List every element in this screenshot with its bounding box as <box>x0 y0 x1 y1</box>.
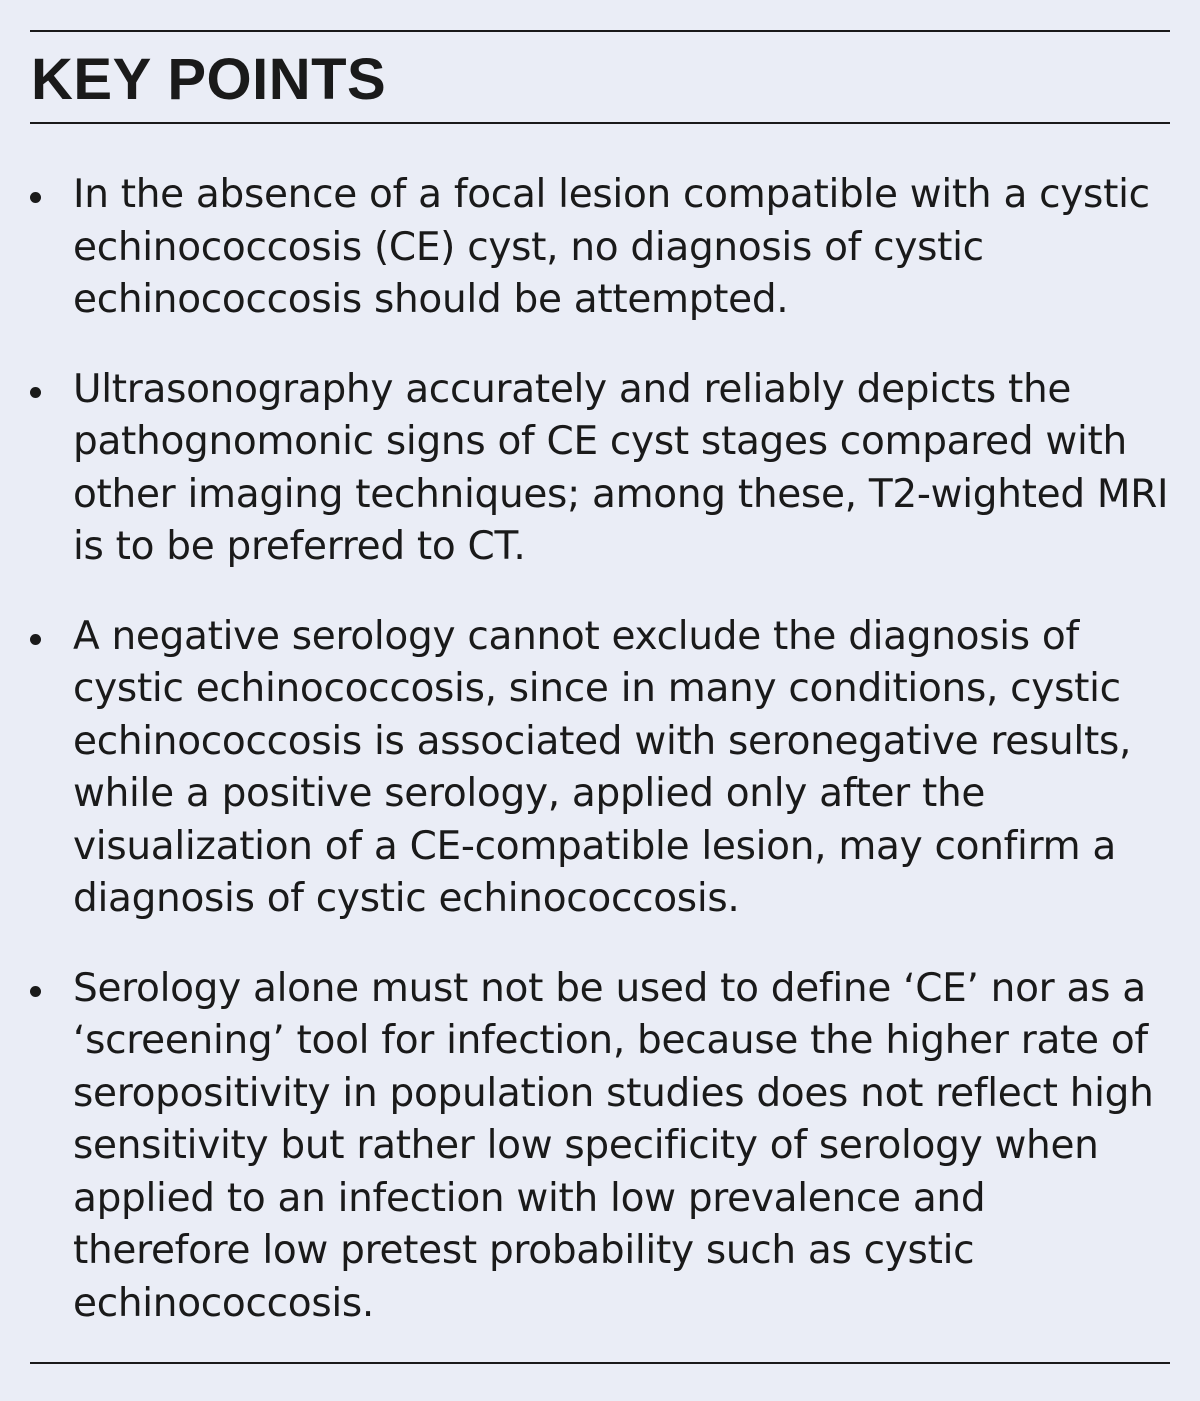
key-point-text: A negative serology cannot exclude the diagnosis of cystic echinococcosis, since in many conditions, cystic echinococcosis is associated with seronegative results, while a positive serology, applied only after the visualization of a CE-compatible lesion, may confirm a diagnosis of cystic echinococcosis. <box>73 613 1132 921</box>
key-point-text: Ultrasonography accurately and reliably depicts the pathognomonic signs of CE cyst stages compared with other imaging techniques; among these, T2-wighted MRI is to be preferred to CT. <box>73 366 1169 569</box>
key-points-list <box>30 169 1170 1330</box>
key-point-item <box>30 169 1170 327</box>
bullet-icon <box>30 387 41 398</box>
key-point-item <box>30 611 1170 926</box>
key-point-text: In the absence of a focal lesion compatible with a cystic echinococcosis (CE) cyst, no diagnosis of cystic echinococcosis should be attempted. <box>73 172 1150 322</box>
heading-rule <box>30 122 1170 124</box>
bullet-icon <box>30 986 41 997</box>
bottom-rule <box>30 1362 1170 1364</box>
key-point-item <box>30 364 1170 574</box>
key-points-heading: KEY POINTS <box>31 47 387 112</box>
bullet-icon <box>30 192 41 203</box>
bullet-icon <box>30 634 41 645</box>
key-point-item <box>30 963 1170 1331</box>
key-point-text: Serology alone must not be used to define ‘CE’ nor as a ‘screening’ tool for infection, because the higher rate of seropositivity in population studies does not reflect high sensitivity but rather low specificity of serology when applied to an infection with low prevalence and therefore low pretest probability such as cystic echinococcosis. <box>73 965 1154 1326</box>
top-rule <box>30 30 1170 32</box>
